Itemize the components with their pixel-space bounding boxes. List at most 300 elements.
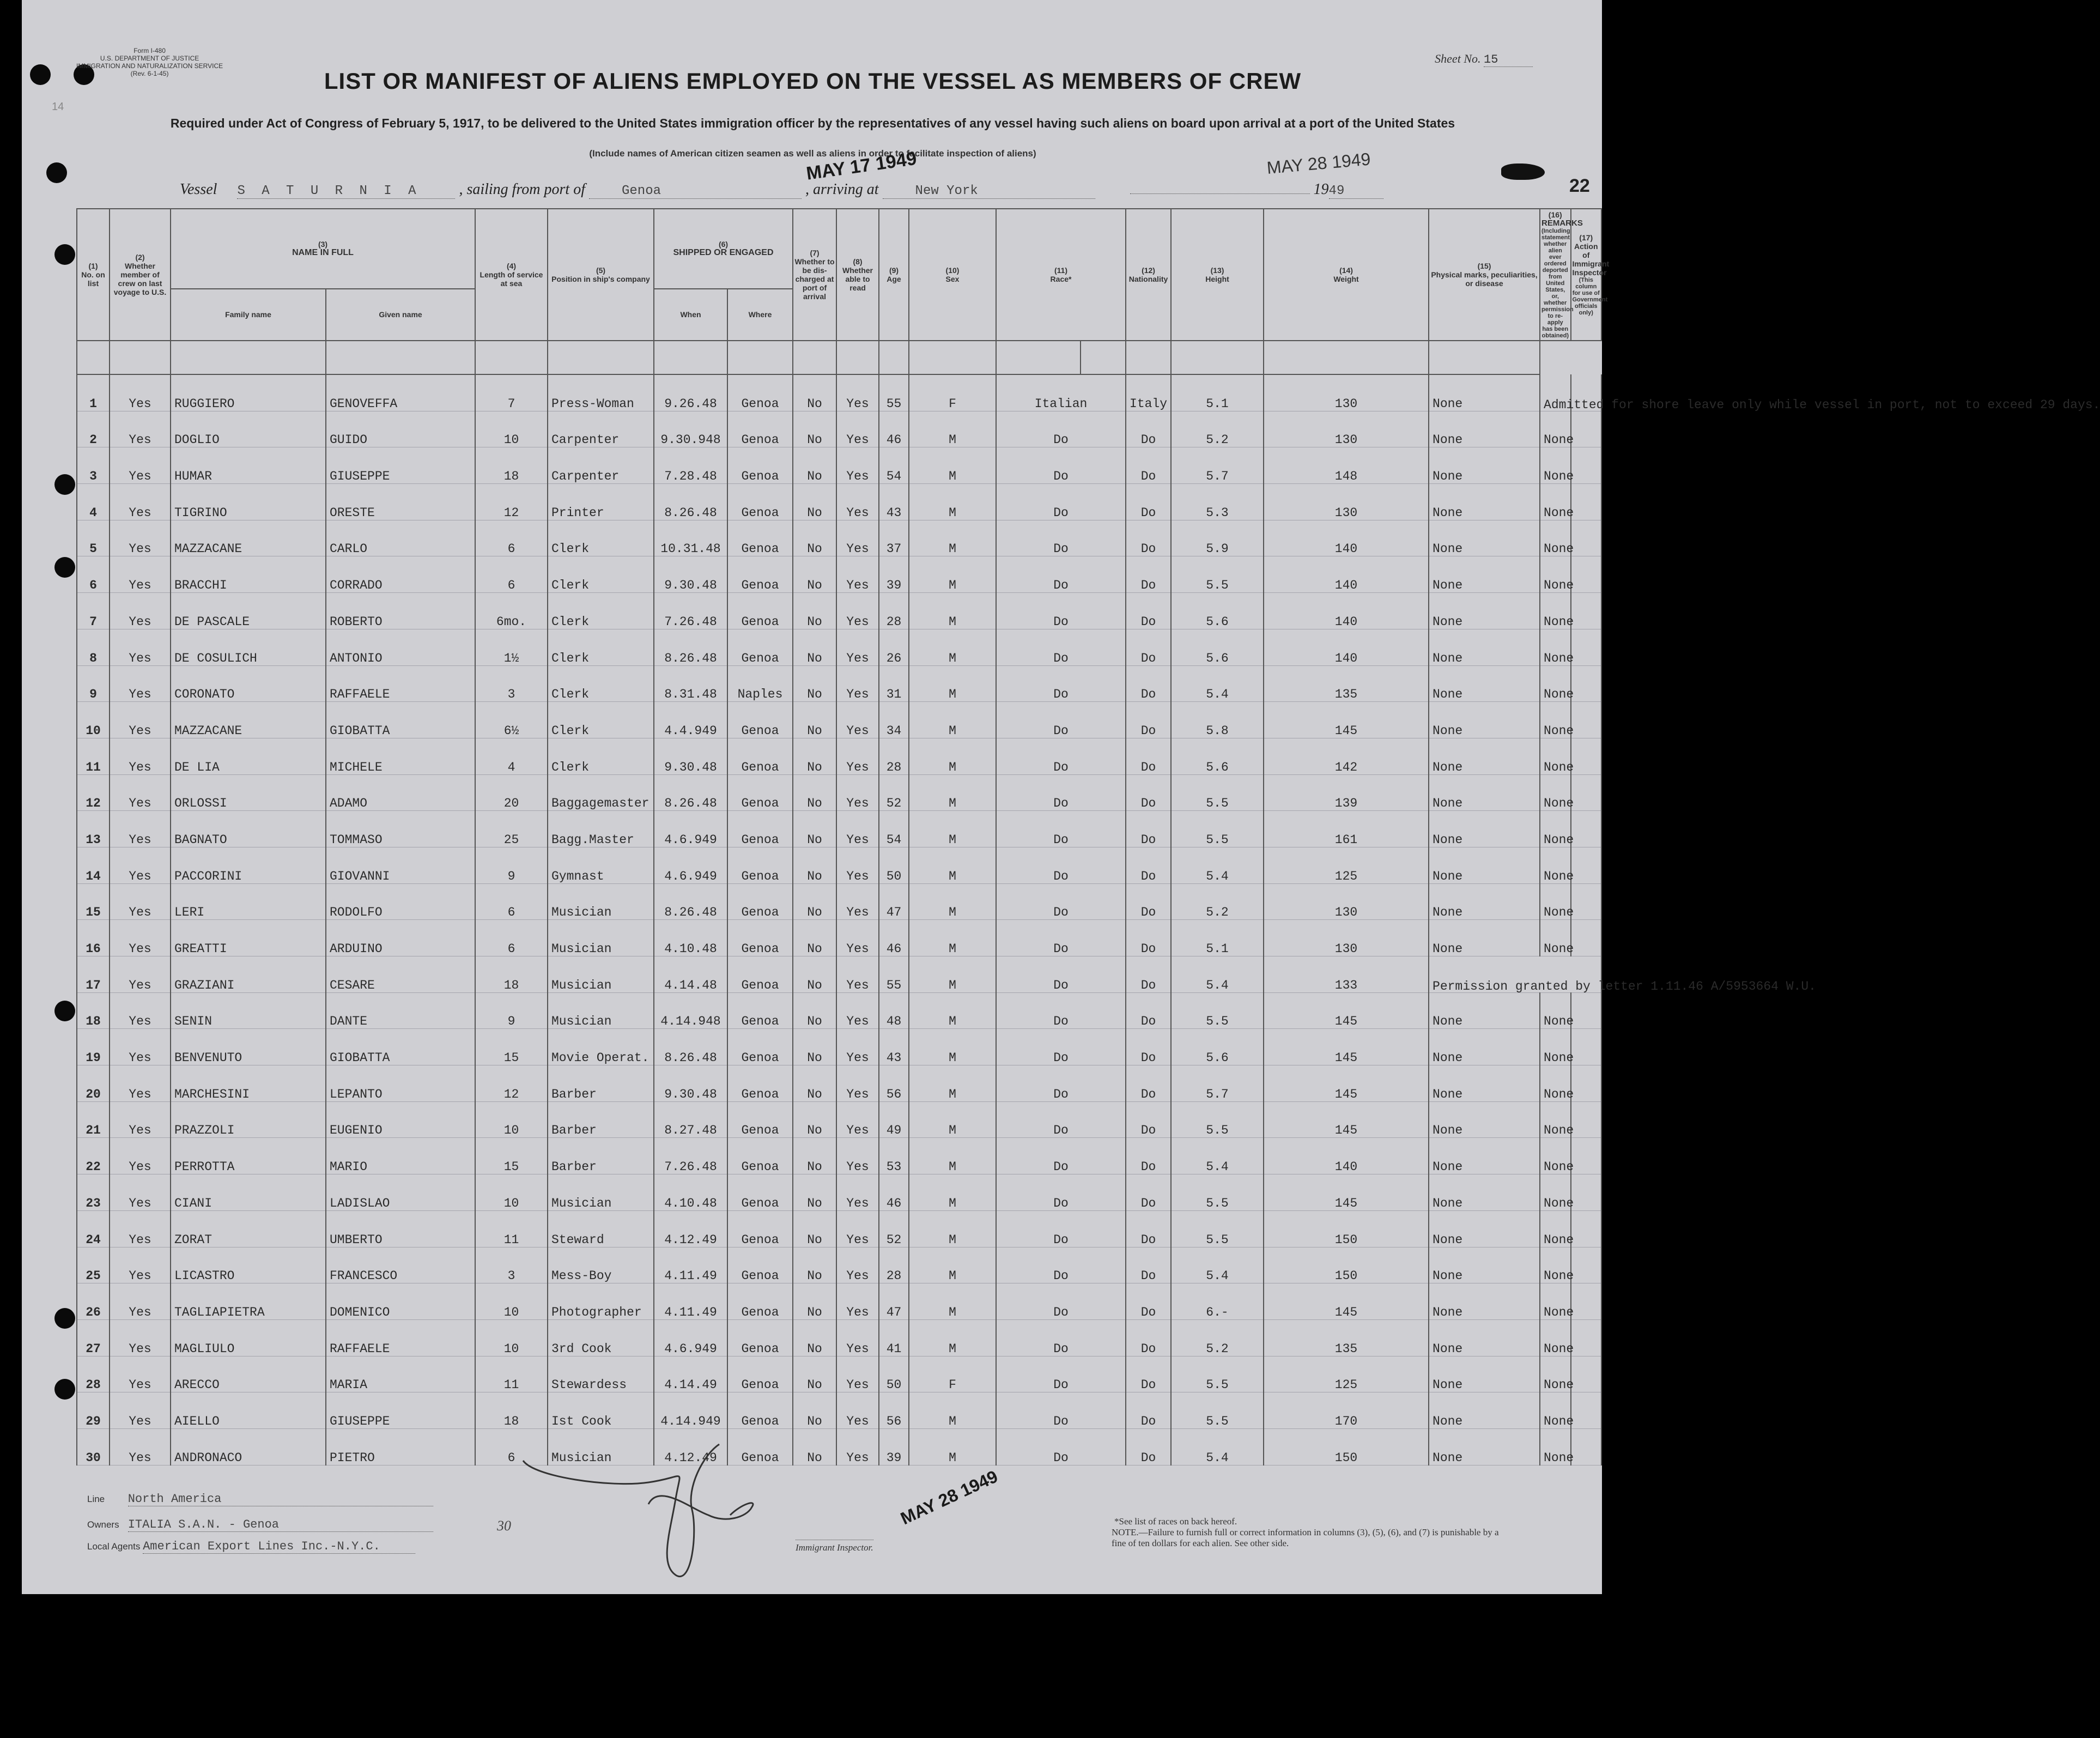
service-length: 4 bbox=[475, 738, 548, 774]
race: Do bbox=[996, 1210, 1126, 1247]
remarks: None bbox=[1540, 484, 1570, 520]
inspector-action bbox=[1571, 811, 1602, 847]
col-physical: (15) Physical marks, peculiarities, or disease bbox=[1429, 209, 1540, 341]
race: Do bbox=[996, 629, 1126, 665]
race: Do bbox=[996, 883, 1126, 920]
weight: 145 bbox=[1264, 1174, 1429, 1211]
shipped-where: Genoa bbox=[727, 1174, 793, 1211]
shipped-when: 4.14.949 bbox=[654, 1392, 727, 1429]
binder-hole bbox=[54, 1001, 75, 1021]
race: Do bbox=[996, 520, 1126, 556]
race: Do bbox=[996, 665, 1126, 702]
row-number: 4 bbox=[77, 484, 110, 520]
age: 37 bbox=[879, 520, 909, 556]
position: Barber bbox=[548, 1101, 654, 1138]
table-row bbox=[77, 1065, 1601, 1102]
row-number: 10 bbox=[77, 702, 110, 738]
shipped-when: 4.14.48 bbox=[654, 956, 727, 993]
height: 5.4 bbox=[1171, 665, 1264, 702]
position: Clerk bbox=[548, 556, 654, 593]
age: 56 bbox=[879, 1392, 909, 1429]
position: Printer bbox=[548, 484, 654, 520]
discharged: No bbox=[793, 774, 836, 811]
position: Musician bbox=[548, 1174, 654, 1211]
sex: M bbox=[909, 1138, 996, 1174]
physical-marks: None bbox=[1429, 738, 1540, 774]
footer-notes bbox=[1112, 1516, 1504, 1549]
physical-marks: None bbox=[1429, 665, 1540, 702]
service-length: 6 bbox=[475, 883, 548, 920]
nationality: Do bbox=[1126, 1029, 1171, 1065]
col-when: When bbox=[654, 289, 727, 341]
service: IMMIGRATION AND NATURALIZATION SERVICE bbox=[76, 62, 223, 70]
header-spacer-row bbox=[77, 341, 1601, 374]
family-name: CORONATO bbox=[171, 665, 326, 702]
age: 47 bbox=[879, 1283, 909, 1320]
shipped-when: 4.14.948 bbox=[654, 992, 727, 1029]
service-length: 20 bbox=[475, 774, 548, 811]
position: Ist Cook bbox=[548, 1392, 654, 1429]
inspector-action bbox=[1571, 520, 1602, 556]
col-name: (3) NAME IN FULL bbox=[171, 209, 475, 289]
col-no: (1) No. on list bbox=[77, 209, 110, 341]
arriving-port: New York bbox=[883, 184, 1095, 199]
table-row bbox=[77, 1356, 1601, 1392]
agents-value: American Export Lines Inc.-N.Y.C. bbox=[143, 1540, 415, 1554]
given-name: CESARE bbox=[326, 956, 475, 993]
redaction-mark bbox=[1501, 163, 1545, 180]
family-name: RUGGIERO bbox=[171, 374, 326, 411]
given-name: GIOBATTA bbox=[326, 1029, 475, 1065]
col-family-name: Family name bbox=[171, 289, 326, 341]
shipped-when: 4.11.49 bbox=[654, 1247, 727, 1283]
physical-marks: None bbox=[1429, 920, 1540, 956]
race: Do bbox=[996, 847, 1126, 883]
given-name: ORESTE bbox=[326, 484, 475, 520]
row-number: 20 bbox=[77, 1065, 110, 1102]
physical-marks: None bbox=[1429, 1283, 1540, 1320]
remarks: None bbox=[1540, 593, 1570, 629]
remarks: None bbox=[1540, 1428, 1570, 1465]
family-name: SENIN bbox=[171, 992, 326, 1029]
row-number: 5 bbox=[77, 520, 110, 556]
requirement-text: Required under Act of Congress of February 5, 1917, to be delivered to the United States immigration officer by the representatives of any vessel having such aliens on board upon arrival at a port of the United States bbox=[170, 116, 1455, 130]
table-row bbox=[77, 1283, 1601, 1320]
table-row bbox=[77, 556, 1601, 593]
able-to-read: Yes bbox=[836, 1283, 879, 1320]
able-to-read: Yes bbox=[836, 411, 879, 447]
table-row bbox=[77, 847, 1601, 883]
weight: 145 bbox=[1264, 992, 1429, 1029]
shipped-when: 4.6.949 bbox=[654, 1319, 727, 1356]
sailing-date-stamp: MAY 17 1949 bbox=[805, 148, 918, 184]
inspector-action bbox=[1571, 883, 1602, 920]
remarks: None bbox=[1540, 1210, 1570, 1247]
age: 50 bbox=[879, 847, 909, 883]
race: Do bbox=[996, 774, 1126, 811]
weight: 140 bbox=[1264, 629, 1429, 665]
crew-cell: Yes bbox=[110, 447, 171, 484]
position: Clerk bbox=[548, 702, 654, 738]
family-name: LERI bbox=[171, 883, 326, 920]
height: 5.4 bbox=[1171, 1247, 1264, 1283]
age: 50 bbox=[879, 1356, 909, 1392]
race: Do bbox=[996, 1319, 1126, 1356]
physical-marks: None bbox=[1429, 1138, 1540, 1174]
remarks: None bbox=[1540, 992, 1570, 1029]
age: 46 bbox=[879, 411, 909, 447]
physical-marks: None bbox=[1429, 520, 1540, 556]
height: 5.5 bbox=[1171, 811, 1264, 847]
discharged: No bbox=[793, 992, 836, 1029]
sex: F bbox=[909, 374, 996, 411]
given-name: LADISLAO bbox=[326, 1174, 475, 1211]
vessel-name: S A T U R N I A bbox=[237, 184, 455, 199]
arrival-date-stamp: MAY 28 1949 bbox=[1266, 149, 1371, 178]
able-to-read: Yes bbox=[836, 1065, 879, 1102]
service-length: 7 bbox=[475, 374, 548, 411]
age: 43 bbox=[879, 1029, 909, 1065]
shipped-where: Genoa bbox=[727, 774, 793, 811]
service-length: 12 bbox=[475, 484, 548, 520]
height: 5.5 bbox=[1171, 1210, 1264, 1247]
inspector-action bbox=[1571, 1283, 1602, 1320]
discharged: No bbox=[793, 883, 836, 920]
owners-label: Owners bbox=[87, 1519, 119, 1530]
sex: M bbox=[909, 1283, 996, 1320]
crew-cell: Yes bbox=[110, 1428, 171, 1465]
weight: 148 bbox=[1264, 447, 1429, 484]
shipped-when: 8.31.48 bbox=[654, 665, 727, 702]
binder-hole bbox=[54, 474, 75, 495]
discharged: No bbox=[793, 411, 836, 447]
given-name: CARLO bbox=[326, 520, 475, 556]
able-to-read: Yes bbox=[836, 1319, 879, 1356]
service-length: 9 bbox=[475, 992, 548, 1029]
able-to-read: Yes bbox=[836, 847, 879, 883]
crew-cell: Yes bbox=[110, 665, 171, 702]
able-to-read: Yes bbox=[836, 702, 879, 738]
shipped-when: 9.30.48 bbox=[654, 1065, 727, 1102]
nationality: Do bbox=[1126, 1174, 1171, 1211]
sex: F bbox=[909, 1356, 996, 1392]
sailing-port: Genoa bbox=[589, 184, 802, 199]
height: 6.- bbox=[1171, 1283, 1264, 1320]
height: 5.7 bbox=[1171, 447, 1264, 484]
able-to-read: Yes bbox=[836, 1428, 879, 1465]
race: Do bbox=[996, 702, 1126, 738]
row-number: 15 bbox=[77, 883, 110, 920]
physical-marks: None bbox=[1429, 1247, 1540, 1283]
remarks: None bbox=[1540, 1356, 1570, 1392]
crew-cell: Yes bbox=[110, 702, 171, 738]
family-name: PRAZZOLI bbox=[171, 1101, 326, 1138]
nationality: Do bbox=[1126, 1065, 1171, 1102]
shipped-when: 9.30.948 bbox=[654, 411, 727, 447]
race: Do bbox=[996, 1283, 1126, 1320]
service-length: 6½ bbox=[475, 702, 548, 738]
weight: 125 bbox=[1264, 1356, 1429, 1392]
sex: M bbox=[909, 665, 996, 702]
crew-cell: Yes bbox=[110, 1392, 171, 1429]
nationality: Do bbox=[1126, 1247, 1171, 1283]
position: Carpenter bbox=[548, 447, 654, 484]
given-name: GENOVEFFA bbox=[326, 374, 475, 411]
line-value: North America bbox=[128, 1492, 433, 1506]
physical-marks: Permission granted by letter 1.11.46 A/5953664 W.U. bbox=[1429, 956, 1601, 993]
inspector-action bbox=[1571, 447, 1602, 484]
col-race: (11) Race* bbox=[996, 209, 1126, 341]
family-name: ARECCO bbox=[171, 1356, 326, 1392]
height: 5.7 bbox=[1171, 1065, 1264, 1102]
position: Musician bbox=[548, 920, 654, 956]
inspector-action bbox=[1571, 629, 1602, 665]
nationality: Do bbox=[1126, 883, 1171, 920]
sex: M bbox=[909, 992, 996, 1029]
crew-cell: Yes bbox=[110, 411, 171, 447]
crew-cell: Yes bbox=[110, 1065, 171, 1102]
able-to-read: Yes bbox=[836, 665, 879, 702]
remarks: None bbox=[1540, 1283, 1570, 1320]
service-length: 6 bbox=[475, 920, 548, 956]
discharged: No bbox=[793, 1247, 836, 1283]
height: 5.6 bbox=[1171, 1029, 1264, 1065]
shipped-where: Genoa bbox=[727, 920, 793, 956]
height: 5.5 bbox=[1171, 556, 1264, 593]
sex: M bbox=[909, 1247, 996, 1283]
inspector-action bbox=[1571, 702, 1602, 738]
remarks: None bbox=[1540, 811, 1570, 847]
shipped-when: 7.26.48 bbox=[654, 1138, 727, 1174]
sex: M bbox=[909, 411, 996, 447]
nationality: Do bbox=[1126, 520, 1171, 556]
sex: M bbox=[909, 847, 996, 883]
nationality: Do bbox=[1126, 1356, 1171, 1392]
weight: 139 bbox=[1264, 774, 1429, 811]
discharged: No bbox=[793, 556, 836, 593]
sex: M bbox=[909, 629, 996, 665]
crew-cell: Yes bbox=[110, 1283, 171, 1320]
col-where: Where bbox=[727, 289, 793, 341]
remarks: None bbox=[1540, 1247, 1570, 1283]
shipped-where: Genoa bbox=[727, 702, 793, 738]
physical-marks: None bbox=[1429, 847, 1540, 883]
row-number: 11 bbox=[77, 738, 110, 774]
age: 47 bbox=[879, 883, 909, 920]
service-length: 25 bbox=[475, 811, 548, 847]
sex: M bbox=[909, 556, 996, 593]
discharged: No bbox=[793, 1101, 836, 1138]
row-number: 26 bbox=[77, 1283, 110, 1320]
race: Do bbox=[996, 1174, 1126, 1211]
able-to-read: Yes bbox=[836, 1392, 879, 1429]
shipped-where: Genoa bbox=[727, 1065, 793, 1102]
service-length: 6mo. bbox=[475, 593, 548, 629]
height: 5.5 bbox=[1171, 1101, 1264, 1138]
inspector-action bbox=[1571, 920, 1602, 956]
inspector-signature bbox=[512, 1422, 817, 1586]
given-name: LEPANTO bbox=[326, 1065, 475, 1102]
row-number: 24 bbox=[77, 1210, 110, 1247]
sex: M bbox=[909, 1210, 996, 1247]
page-number: 22 bbox=[1569, 175, 1590, 196]
sex: M bbox=[909, 738, 996, 774]
given-name: GIUSEPPE bbox=[326, 1392, 475, 1429]
age: 52 bbox=[879, 774, 909, 811]
discharged: No bbox=[793, 1065, 836, 1102]
age: 54 bbox=[879, 811, 909, 847]
age: 28 bbox=[879, 1247, 909, 1283]
given-name: MARIO bbox=[326, 1138, 475, 1174]
race: Do bbox=[996, 1101, 1126, 1138]
given-name: ROBERTO bbox=[326, 593, 475, 629]
shipped-where: Genoa bbox=[727, 593, 793, 629]
shipped-when: 4.10.48 bbox=[654, 920, 727, 956]
binder-hole bbox=[54, 1308, 75, 1329]
shipped-where: Genoa bbox=[727, 447, 793, 484]
table-row bbox=[77, 484, 1601, 520]
nationality: Do bbox=[1126, 1138, 1171, 1174]
line-label: Line bbox=[87, 1494, 105, 1504]
height: 5.5 bbox=[1171, 1392, 1264, 1429]
nationality: Do bbox=[1126, 1210, 1171, 1247]
shipped-when: 4.14.49 bbox=[654, 1356, 727, 1392]
family-name: DE LIA bbox=[171, 738, 326, 774]
shipped-where: Genoa bbox=[727, 738, 793, 774]
inspector-action bbox=[1571, 1319, 1602, 1356]
sex: M bbox=[909, 484, 996, 520]
crew-cell: Yes bbox=[110, 1210, 171, 1247]
position: Barber bbox=[548, 1138, 654, 1174]
given-name: CORRADO bbox=[326, 556, 475, 593]
family-name: TIGRINO bbox=[171, 484, 326, 520]
nationality: Do bbox=[1126, 484, 1171, 520]
able-to-read: Yes bbox=[836, 1174, 879, 1211]
shipped-where: Genoa bbox=[727, 1210, 793, 1247]
remarks: None bbox=[1540, 556, 1570, 593]
given-name: DOMENICO bbox=[326, 1283, 475, 1320]
race: Do bbox=[996, 1065, 1126, 1102]
crew-cell: Yes bbox=[110, 374, 171, 411]
race: Do bbox=[996, 447, 1126, 484]
discharged: No bbox=[793, 738, 836, 774]
nationality: Do bbox=[1126, 665, 1171, 702]
given-name: PIETRO bbox=[326, 1428, 475, 1465]
shipped-when: 4.6.949 bbox=[654, 811, 727, 847]
age: 39 bbox=[879, 1428, 909, 1465]
row-number: 21 bbox=[77, 1101, 110, 1138]
age: 56 bbox=[879, 1065, 909, 1102]
able-to-read: Yes bbox=[836, 883, 879, 920]
family-name: MAGLIULO bbox=[171, 1319, 326, 1356]
inspector-action bbox=[1571, 484, 1602, 520]
sex: M bbox=[909, 883, 996, 920]
crew-cell: Yes bbox=[110, 1319, 171, 1356]
able-to-read: Yes bbox=[836, 1247, 879, 1283]
race: Do bbox=[996, 811, 1126, 847]
shipped-when: 8.26.48 bbox=[654, 629, 727, 665]
weight: 140 bbox=[1264, 593, 1429, 629]
weight: 145 bbox=[1264, 1101, 1429, 1138]
form-number: Form I-480 bbox=[133, 47, 166, 54]
nationality: Do bbox=[1126, 1392, 1171, 1429]
service-length: 10 bbox=[475, 1319, 548, 1356]
weight: 140 bbox=[1264, 520, 1429, 556]
physical-marks: None bbox=[1429, 593, 1540, 629]
col-action: (17) Action of Immigrant Inspector (This column for use of Government officials only) bbox=[1571, 209, 1602, 341]
age: 54 bbox=[879, 447, 909, 484]
nationality: Do bbox=[1126, 556, 1171, 593]
sex: M bbox=[909, 1392, 996, 1429]
shipped-when: 8.27.48 bbox=[654, 1101, 727, 1138]
family-name: DOGLIO bbox=[171, 411, 326, 447]
weight: 130 bbox=[1264, 484, 1429, 520]
discharged: No bbox=[793, 920, 836, 956]
position: Stewardess bbox=[548, 1356, 654, 1392]
sex: M bbox=[909, 774, 996, 811]
footer-owners bbox=[87, 1518, 433, 1532]
fine-note: NOTE.—Failure to furnish full or correct information in columns (3), (5), (6), and (7) is punishable by a fine of ten dollars for each alien. See other side. bbox=[1112, 1527, 1499, 1548]
service-length: 18 bbox=[475, 447, 548, 484]
physical-marks: None bbox=[1429, 774, 1540, 811]
given-name: ARDUINO bbox=[326, 920, 475, 956]
remarks: None bbox=[1540, 774, 1570, 811]
shipped-where: Genoa bbox=[727, 1029, 793, 1065]
row-number: 23 bbox=[77, 1174, 110, 1211]
crew-cell: Yes bbox=[110, 992, 171, 1029]
shipped-when: 9.30.48 bbox=[654, 556, 727, 593]
physical-marks: None bbox=[1429, 883, 1540, 920]
height: 5.5 bbox=[1171, 992, 1264, 1029]
nationality: Do bbox=[1126, 920, 1171, 956]
position: Barber bbox=[548, 1065, 654, 1102]
nationality: Do bbox=[1126, 447, 1171, 484]
shipped-where: Genoa bbox=[727, 1101, 793, 1138]
family-name: MAZZACANE bbox=[171, 520, 326, 556]
shipped-when: 10.31.48 bbox=[654, 520, 727, 556]
service-length: 9 bbox=[475, 847, 548, 883]
given-name: MARIA bbox=[326, 1356, 475, 1392]
height: 5.4 bbox=[1171, 1138, 1264, 1174]
crew-cell: Yes bbox=[110, 956, 171, 993]
table-row bbox=[77, 1101, 1601, 1138]
position: 3rd Cook bbox=[548, 1319, 654, 1356]
position: Clerk bbox=[548, 665, 654, 702]
table-row bbox=[77, 992, 1601, 1029]
sex: M bbox=[909, 593, 996, 629]
crew-cell: Yes bbox=[110, 1029, 171, 1065]
service-length: 18 bbox=[475, 1392, 548, 1429]
remarks: None bbox=[1540, 1101, 1570, 1138]
able-to-read: Yes bbox=[836, 738, 879, 774]
page-mark: 14 bbox=[52, 101, 64, 113]
col-service: (4) Length of service at sea bbox=[475, 209, 548, 341]
able-to-read: Yes bbox=[836, 956, 879, 993]
family-name: MAZZACANE bbox=[171, 702, 326, 738]
discharged: No bbox=[793, 1428, 836, 1465]
service-length: 6 bbox=[475, 1428, 548, 1465]
service-length: 6 bbox=[475, 520, 548, 556]
inspector-action bbox=[1571, 847, 1602, 883]
age: 43 bbox=[879, 484, 909, 520]
discharged: No bbox=[793, 1029, 836, 1065]
weight: 130 bbox=[1264, 411, 1429, 447]
discharged: No bbox=[793, 1283, 836, 1320]
agents-label: Local Agents bbox=[87, 1541, 141, 1552]
physical-marks: None bbox=[1429, 556, 1540, 593]
position: Musician bbox=[548, 1428, 654, 1465]
col-given-name: Given name bbox=[326, 289, 475, 341]
